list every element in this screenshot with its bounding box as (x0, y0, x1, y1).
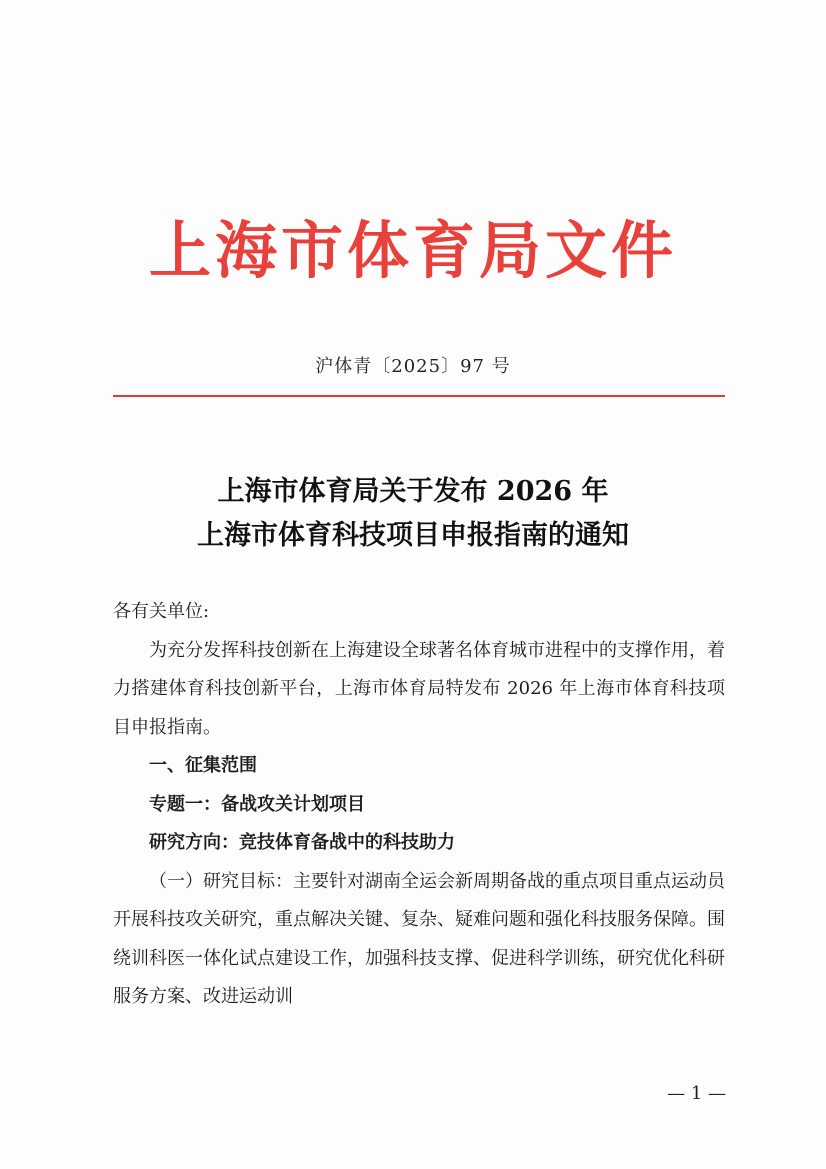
red-divider-line (113, 395, 725, 397)
research-goal-paragraph: （一）研究目标：主要针对湖南全运会新周期备战的重点项目重点运动员开展科技攻关研究，重点解决关键、复杂、疑难问题和强化科技服务保障。围绕训科医一体化试点建设工作，加强科技支撑、促进科学训练，研究优化科研服务方案、改进运动训 (113, 870, 725, 1007)
salutation: 各有关单位: (113, 601, 210, 622)
section-heading-scope: 一、征集范围 (149, 755, 257, 776)
masthead-title: 上海市体育局文件 (148, 214, 677, 287)
topic-heading: 专题一：备战攻关计划项目 (149, 793, 365, 815)
research-direction-heading: 研究方向：竞技体育备战中的科技助力 (149, 832, 455, 853)
intro-paragraph: 为充分发挥科技创新在上海建设全球著名体育城市进程中的支撑作用，着力搭建体育科技创新平台，上海市体育局特发布 2026 年上海市体育科技项目申报指南。 (113, 639, 725, 738)
notice-title-line-2: 上海市体育科技项目申报指南的通知 (197, 520, 629, 551)
notice-title-line-1: 上海市体育局关于发布 2026 年 (217, 476, 609, 507)
document-body (113, 593, 725, 1017)
document-number: 沪体青〔2025〕97 号 (315, 356, 511, 377)
page-number: — 1 — (667, 1083, 726, 1104)
notice-title (0, 470, 826, 558)
